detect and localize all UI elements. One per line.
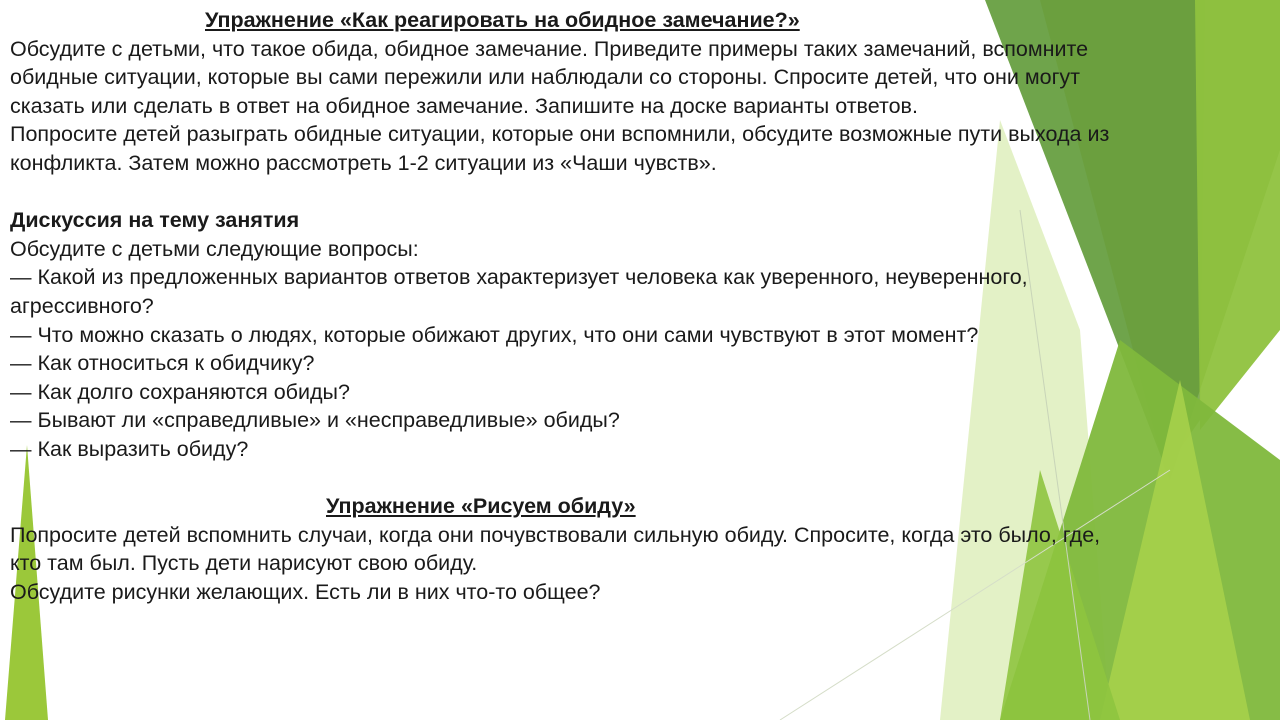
discussion-question: — Бывают ли «справедливые» и «несправедливые» обиды?	[10, 408, 620, 433]
discussion-question: — Как относиться к обидчику?	[10, 351, 315, 376]
discussion-question: — Что можно сказать о людях, которые обижают других, что они сами чувствуют в этот момент?	[10, 322, 979, 347]
discussion-question: — Какой из предложенных вариантов ответов характеризует человека как уверенного, неуверенного,	[10, 265, 1028, 290]
discussion-question: — Как выразить обиду?	[10, 436, 249, 461]
exercise2-line: кто там был. Пусть дети нарисуют свою обиду.	[10, 551, 478, 576]
exercise2-heading-row	[10, 492, 1272, 521]
spacer	[10, 464, 1272, 493]
exercise2-line: Обсудите рисунки желающих. Есть ли в них что-то общее?	[10, 579, 601, 604]
exercise1-line: Попросите детей разыграть обидные ситуации, которые они вспомнили, обсудите возможные пути выхода из	[10, 122, 1110, 147]
exercise2-line: Попросите детей вспомнить случаи, когда они почувствовали сильную обиду. Спросите, когда это было, где,	[10, 522, 1101, 547]
discussion-question: — Как долго сохраняются обиды?	[10, 379, 350, 404]
spacer	[10, 178, 1272, 207]
discussion-intro: Обсудите с детьми следующие вопросы:	[10, 236, 419, 261]
exercise1-heading-row	[10, 6, 1272, 35]
exercise1-title: Упражнение «Как реагировать на обидное замечание?»	[205, 8, 800, 32]
exercise1-line: сказать или сделать в ответ на обидное замечание. Запишите на доске варианты ответов.	[10, 93, 918, 118]
exercise1-line: обидные ситуации, которые вы сами пережили или наблюдали со стороны. Спросите детей, что они могут	[10, 65, 1081, 90]
exercise2-title: Упражнение «Рисуем обиду»	[326, 494, 636, 519]
exercise1-line: Обсудите с детьми, что такое обида, обидное замечание. Приведите примеры таких замечаний, вспомните	[10, 36, 1089, 61]
slide-content	[10, 6, 1272, 606]
exercise1-line: конфликта. Затем можно рассмотреть 1-2 ситуации из «Чаши чувств».	[10, 150, 717, 175]
discussion-title: Дискуссия на тему занятия	[10, 208, 300, 233]
discussion-question: агрессивного?	[10, 293, 154, 318]
